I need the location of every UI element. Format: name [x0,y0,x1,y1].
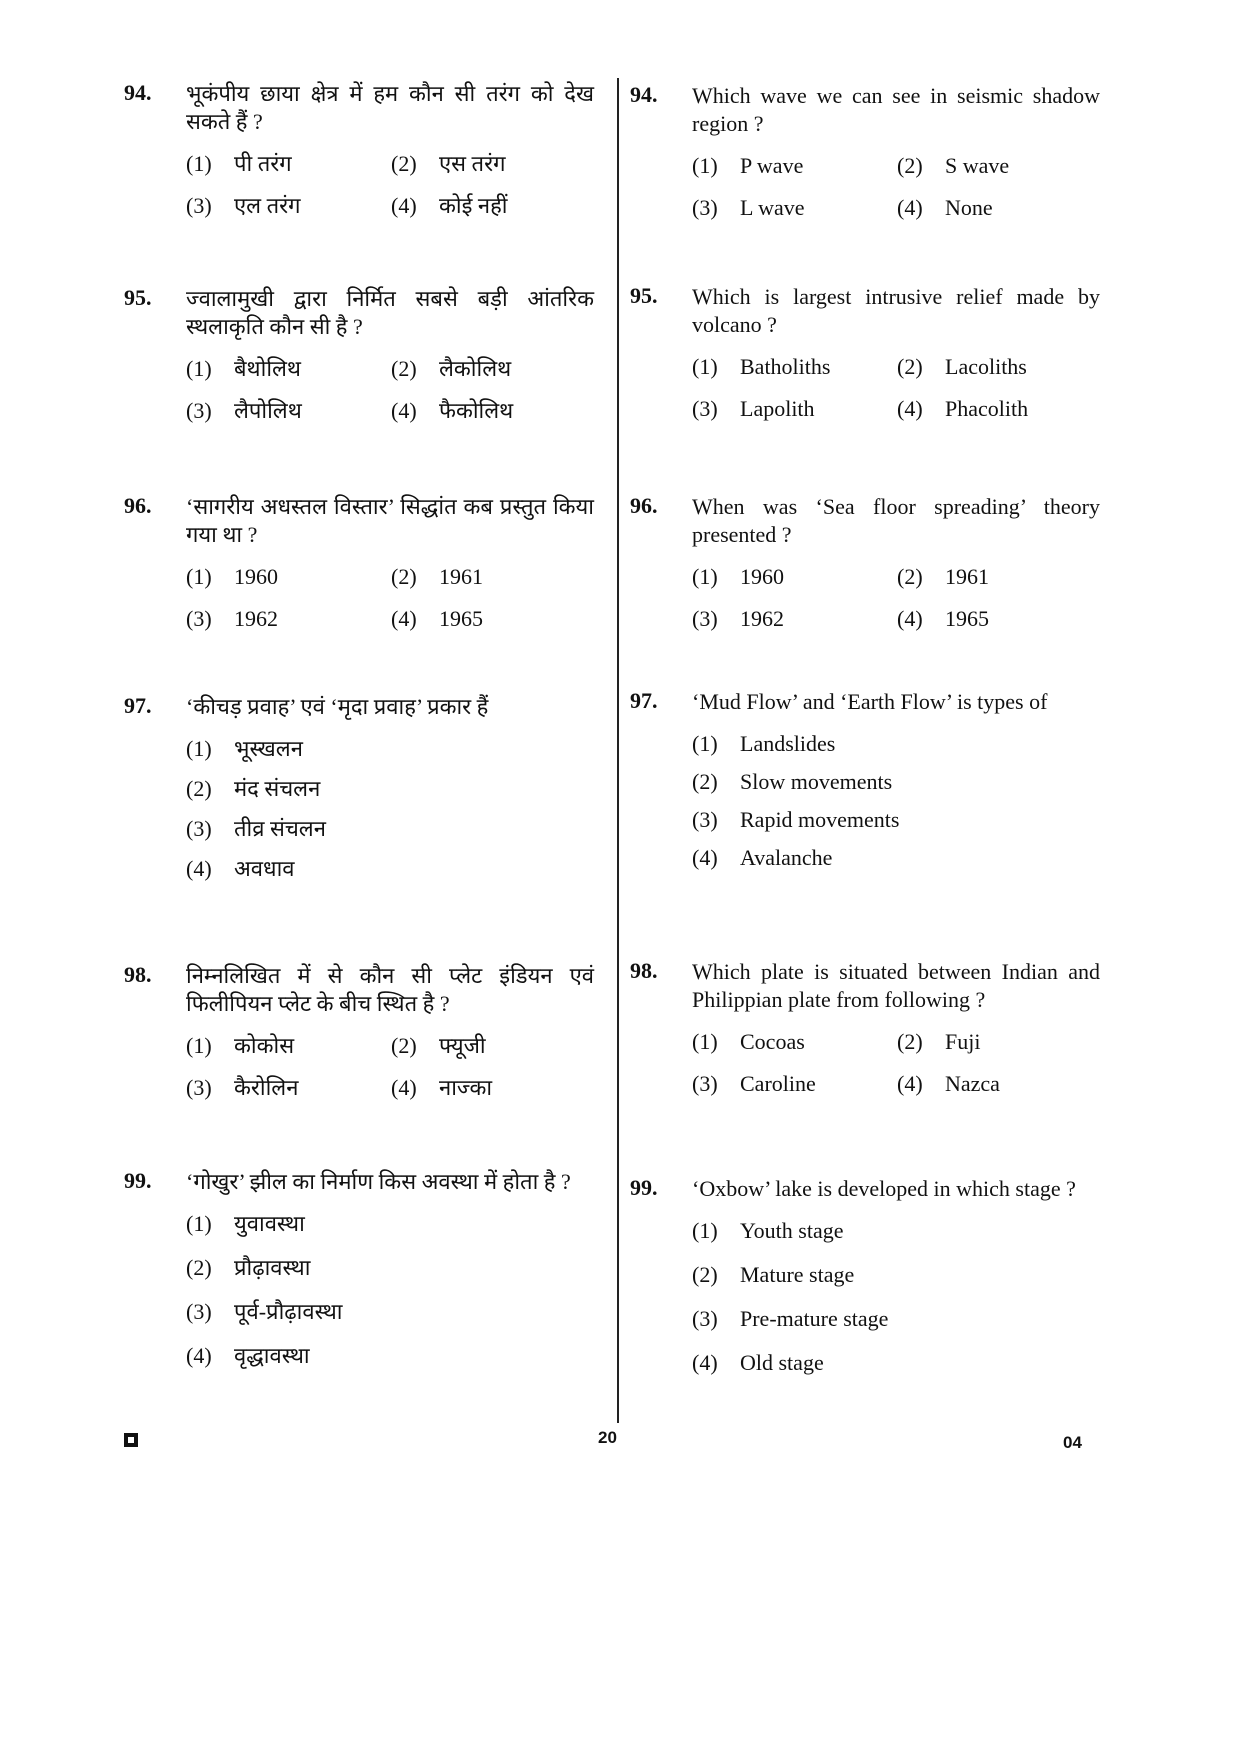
option-number: (3) [186,398,212,423]
question-98-english [630,958,1100,1098]
option-1 [186,150,391,178]
option-3 [692,395,897,423]
question-text: निम्नलिखित में से कौन सी प्लेट इंडियन एवं फिलीपियन प्लेट के बीच स्थित है ? [186,963,594,1016]
option-number: (1) [186,564,212,589]
option-3 [186,192,391,220]
option-4 [391,1074,596,1102]
option-1 [186,1032,391,1060]
option-3 [186,397,391,425]
question-number: 94. [124,80,152,105]
question-text: ‘कीचड़ प्रवाह’ एवं ‘मृदा प्रवाह’ प्रकार हैं [186,694,489,719]
option-2 [391,355,596,383]
option-text: कोई नहीं [439,193,508,218]
option-number: (1) [186,1211,212,1236]
option-text: Old stage [740,1350,824,1375]
page-number: 20 [598,1428,617,1447]
option-text: बैथोलिथ [234,356,301,381]
option-3 [692,1070,897,1098]
question-97-hindi [124,693,594,883]
option-text: Caroline [740,1071,816,1096]
option-3 [186,815,594,843]
option-text: Cocoas [740,1029,805,1054]
question-98-hindi [124,962,594,1102]
option-text: 1961 [439,564,483,589]
question-95-english [630,283,1100,423]
option-text: एल तरंग [234,193,301,218]
option-text: फैकोलिथ [439,398,514,423]
options [186,1210,594,1370]
option-1 [186,355,391,383]
question-94-hindi [124,80,594,220]
option-number: (4) [391,1075,417,1100]
option-text: पी तरंग [234,151,292,176]
question-96-hindi [124,493,594,633]
option-text: 1965 [439,606,483,631]
option-number: (3) [692,807,718,832]
option-2 [692,768,1100,796]
option-text: P wave [740,153,804,178]
question-number: 97. [124,693,152,718]
option-text: युवावस्था [234,1211,305,1236]
question-number: 94. [630,82,658,107]
option-3 [692,194,897,222]
option-number: (2) [391,1033,417,1058]
option-3 [692,806,1100,834]
option-text: Lapolith [740,396,815,421]
option-text: 1962 [740,606,784,631]
options [186,735,594,883]
option-text: Batholiths [740,354,831,379]
option-number: (4) [391,398,417,423]
option-number: (3) [186,193,212,218]
option-1 [692,563,897,591]
option-number: (2) [391,564,417,589]
option-1 [186,1210,594,1238]
option-4 [391,397,596,425]
option-2 [897,563,1102,591]
option-number: (2) [897,354,923,379]
option-number: (3) [692,1306,718,1331]
option-text: लैपोलिथ [234,398,302,423]
option-2 [391,563,596,591]
option-2 [391,1032,596,1060]
question-text: ‘सागरीय अधस्तल विस्तार’ सिद्धांत कब प्रस्तुत किया गया था ? [186,494,594,547]
option-2 [897,152,1102,180]
option-number: (1) [692,564,718,589]
option-4 [692,844,1100,872]
question-number: 97. [630,688,658,713]
question-number: 98. [630,958,658,983]
option-3 [692,605,897,633]
option-4 [391,605,596,633]
option-1 [692,353,897,381]
option-4 [186,1342,594,1370]
option-4 [897,194,1102,222]
option-number: (1) [692,354,718,379]
options [186,563,594,633]
option-number: (2) [692,1262,718,1287]
question-text: Which is largest intrusive relief made by volcano ? [692,284,1100,337]
option-number: (4) [391,193,417,218]
question-text: ‘Oxbow’ lake is developed in which stage ? [692,1176,1076,1201]
option-2 [391,150,596,178]
option-number: (2) [391,356,417,381]
option-number: (1) [186,356,212,381]
options [692,353,1100,423]
option-number: (1) [692,731,718,756]
option-number: (3) [186,1299,212,1324]
option-number: (2) [897,564,923,589]
question-number: 95. [124,285,152,310]
question-99-english [630,1175,1100,1377]
question-text: ‘गोखुर’ झील का निर्माण किस अवस्था में होता है ? [186,1169,571,1194]
option-number: (3) [692,606,718,631]
option-number: (2) [391,151,417,176]
option-3 [692,1305,1100,1333]
option-text: Pre-mature stage [740,1306,889,1331]
option-text: नाज्का [439,1075,493,1100]
option-number: (2) [186,776,212,801]
option-number: (3) [692,1071,718,1096]
option-number: (4) [391,606,417,631]
option-text: मंद संचलन [234,776,321,801]
options [186,1032,594,1102]
option-4 [692,1349,1100,1377]
option-2 [186,1254,594,1282]
option-text: वृद्धावस्था [234,1343,310,1368]
option-number: (4) [692,845,718,870]
option-number: (2) [692,769,718,794]
booklet-code: 04 [1063,1433,1082,1452]
option-number: (2) [897,1029,923,1054]
options [692,152,1100,222]
option-number: (1) [692,153,718,178]
option-text: तीव्र संचलन [234,816,326,841]
option-number: (3) [186,606,212,631]
option-number: (1) [186,151,212,176]
option-4 [897,605,1102,633]
option-2 [692,1261,1100,1289]
option-1 [692,152,897,180]
option-text: लैकोलिथ [439,356,512,381]
option-text: 1960 [740,564,784,589]
option-1 [186,563,391,591]
question-text: ज्वालामुखी द्वारा निर्मित सबसे बड़ी आंतरिक स्थलाकृति कौन सी है ? [186,286,594,339]
option-number: (1) [186,736,212,761]
question-number: 96. [124,493,152,518]
option-text: प्रौढ़ावस्था [234,1255,311,1280]
option-2 [186,775,594,803]
option-number: (4) [897,606,923,631]
option-2 [897,1028,1102,1056]
option-text: Fuji [945,1029,981,1054]
question-text: Which wave we can see in seismic shadow region ? [692,83,1100,136]
option-1 [692,730,1100,758]
options [692,730,1100,872]
options [186,355,594,425]
option-text: L wave [740,195,805,220]
option-3 [186,1298,594,1326]
option-number: (1) [692,1218,718,1243]
option-4 [391,192,596,220]
footer-square-mark-icon [124,1433,138,1447]
option-number: (4) [186,856,212,881]
question-97-english [630,688,1100,872]
option-number: (1) [692,1029,718,1054]
option-2 [897,353,1102,381]
question-number: 99. [124,1168,152,1193]
question-number: 95. [630,283,658,308]
option-text: Avalanche [740,845,833,870]
question-96-english [630,493,1100,633]
question-95-hindi [124,285,594,425]
option-text: Rapid movements [740,807,900,832]
option-text: Slow movements [740,769,893,794]
question-text: ‘Mud Flow’ and ‘Earth Flow’ is types of [692,689,1048,714]
option-4 [897,1070,1102,1098]
option-4 [186,855,594,883]
question-number: 99. [630,1175,658,1200]
option-text: 1965 [945,606,989,631]
options [186,150,594,220]
question-text: Which plate is situated between Indian and Philippian plate from following ? [692,959,1100,1012]
option-3 [186,1074,391,1102]
option-number: (4) [897,195,923,220]
option-text: कैरोलिन [234,1075,299,1100]
option-text: कोकोस [234,1033,295,1058]
option-text: Lacoliths [945,354,1027,379]
option-text: Youth stage [740,1218,844,1243]
option-text: एस तरंग [439,151,506,176]
option-number: (2) [186,1255,212,1280]
option-text: पूर्व-प्रौढ़ावस्था [234,1299,343,1324]
option-3 [186,605,391,633]
option-1 [692,1028,897,1056]
option-text: S wave [945,153,1010,178]
question-99-hindi [124,1168,594,1370]
option-text: भूस्खलन [234,736,303,761]
option-text: Nazca [945,1071,1000,1096]
options [692,1217,1100,1377]
option-number: (4) [897,1071,923,1096]
option-text: Phacolith [945,396,1029,421]
option-number: (3) [692,396,718,421]
option-text: 1962 [234,606,278,631]
option-text: 1961 [945,564,989,589]
question-text: When was ‘Sea floor spreading’ theory presented ? [692,494,1100,547]
option-number: (2) [897,153,923,178]
option-text: 1960 [234,564,278,589]
options [692,563,1100,633]
option-number: (3) [692,195,718,220]
question-94-english [630,82,1100,222]
column-divider [617,78,619,1423]
question-number: 96. [630,493,658,518]
question-number: 98. [124,962,152,987]
option-text: Landslides [740,731,836,756]
option-1 [186,735,594,763]
options [692,1028,1100,1098]
option-number: (3) [186,1075,212,1100]
option-text: None [945,195,993,220]
option-text: फ्यूजी [439,1033,486,1058]
option-text: Mature stage [740,1262,855,1287]
option-number: (4) [897,396,923,421]
option-4 [897,395,1102,423]
option-number: (4) [692,1350,718,1375]
option-text: अवधाव [234,856,295,881]
question-text: भूकंपीय छाया क्षेत्र में हम कौन सी तरंग को देख सकते हैं ? [186,81,594,134]
option-number: (3) [186,816,212,841]
option-number: (4) [186,1343,212,1368]
option-number: (1) [186,1033,212,1058]
option-1 [692,1217,1100,1245]
